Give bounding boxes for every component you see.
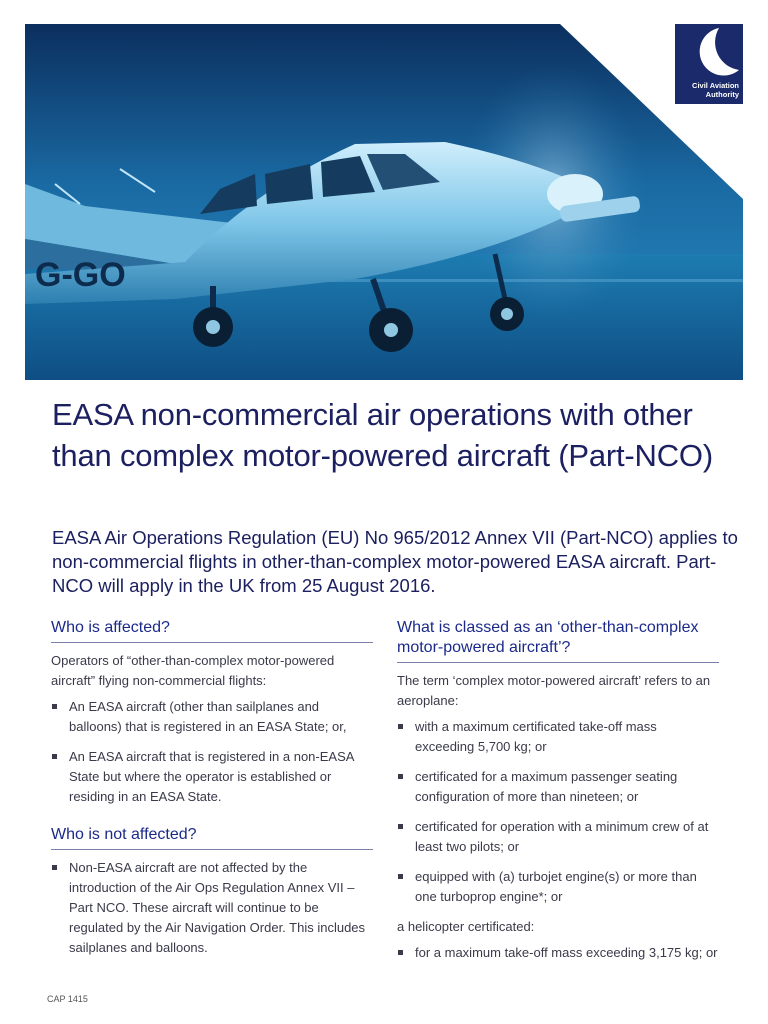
- heading-who-affected: Who is affected?: [51, 618, 373, 643]
- page-title: EASA non-commercial air operations with other than complex motor-powered aircraft (Part-NCO): [52, 397, 713, 473]
- who-not-affected-list: [51, 858, 373, 958]
- logo-line-2: Authority: [705, 90, 739, 99]
- list-item: An EASA aircraft that is registered in a non-EASA State but where the operator is established or residing in an EASA State.: [51, 747, 373, 807]
- document-reference: CAP 1415: [47, 994, 88, 1004]
- caa-logo: [675, 24, 743, 104]
- who-affected-list: [51, 697, 373, 807]
- list-item: certificated for operation with a minimum crew of at least two pilots; or: [397, 817, 719, 857]
- list-item: equipped with (a) turbojet engine(s) or more than one turboprop engine*; or: [397, 867, 719, 907]
- left-column: [51, 618, 373, 968]
- list-item: certificated for a maximum passenger seating configuration of more than nineteen; or: [397, 767, 719, 807]
- aeroplane-criteria-list: [397, 717, 719, 907]
- aircraft-illustration: [25, 24, 743, 380]
- who-affected-intro: Operators of “other-than-complex motor-powered aircraft” flying non-commercial flights:: [51, 653, 335, 688]
- list-item: with a maximum certificated take-off mass exceeding 5,700 kg; or: [397, 717, 719, 757]
- heading-who-not-affected: Who is not affected?: [51, 825, 373, 850]
- intro-paragraph: EASA Air Operations Regulation (EU) No 965/2012 Annex VII (Part-NCO) applies to non-commercial flights in other-than-complex motor-powered EASA aircraft. Part-NCO will apply in the UK from 25 August 2016.: [52, 527, 738, 596]
- logo-line-1: Civil Aviation: [692, 81, 739, 90]
- hero-image: [25, 24, 743, 380]
- helicopter-criteria-list: [397, 943, 719, 963]
- caa-crescent-icon: [675, 24, 743, 80]
- heading-classed: What is classed as an ‘other-than-complex motor-powered aircraft’?: [397, 618, 719, 663]
- aircraft-registration: G-GO: [35, 256, 126, 294]
- logo-text: [675, 81, 739, 99]
- list-item: Non-EASA aircraft are not affected by the introduction of the Air Ops Regulation Annex VII – Part NCO. These aircraft will continue to be regulated by the Air Navigation Order. This includes sailplanes and balloons.: [51, 858, 373, 958]
- classed-intro: The term ‘complex motor-powered aircraft’ refers to an aeroplane:: [397, 673, 711, 708]
- right-column: [397, 618, 719, 973]
- helicopter-intro: a helicopter certificated:: [397, 919, 535, 934]
- list-item: for a maximum take-off mass exceeding 3,175 kg; or: [397, 943, 719, 963]
- list-item: An EASA aircraft (other than sailplanes and balloons) that is registered in an EASA State; or,: [51, 697, 373, 737]
